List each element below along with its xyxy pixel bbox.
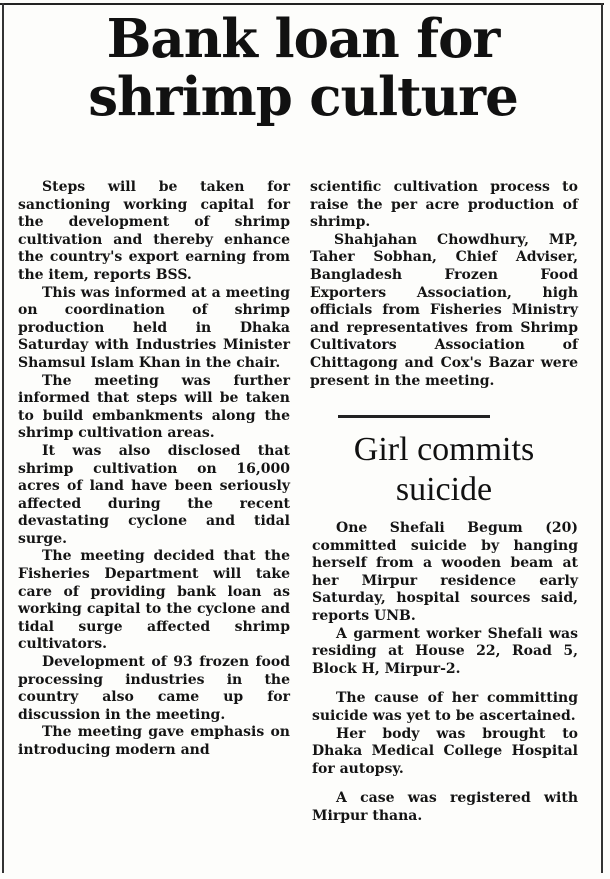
right-border-rule bbox=[601, 3, 603, 873]
article-paragraph: This was informed at a meeting on coordination of shrimp production held in Dhaka Saturday with Industries Minister Shamsul Islam Khan in the chair. bbox=[18, 284, 290, 371]
article-body-right-column bbox=[310, 179, 578, 390]
left-border-rule bbox=[2, 3, 4, 873]
article-divider-rule bbox=[338, 415, 490, 418]
article-paragraph: A garment worker Shefali was residing at House 22, Road 5, Block H, Mirpur-2. bbox=[312, 625, 578, 677]
article-paragraph: Her body was brought to Dhaka Medical College Hospital for autopsy. bbox=[312, 725, 578, 777]
main-headline: Bank loan for shrimp culture bbox=[88, 8, 518, 128]
top-border-rule bbox=[0, 3, 604, 5]
article-paragraph: Development of 93 frozen food processing industries in the country also came up for discussion in the meeting. bbox=[18, 654, 290, 723]
article-body-left-column bbox=[18, 179, 290, 760]
second-headline: Girl commits suicide bbox=[353, 431, 535, 508]
article-paragraph: The meeting decided that the Fisheries Department will take care of providing bank loan as working capital to the cyclone and tidal surge affected shrimp cultivators. bbox=[18, 548, 290, 653]
article-paragraph: A case was registered with Mirpur thana. bbox=[312, 790, 578, 824]
article-paragraph: It was also disclosed that shrimp cultivation on 16,000 acres of land have been seriously affected during the recent devastating cyclone and tidal surge. bbox=[18, 442, 290, 547]
article-paragraph: The meeting was further informed that steps will be taken to build embankments along the shrimp cultivation areas. bbox=[18, 372, 290, 442]
article-continuation-paragraph: scientific cultivation process to raise the per acre production of shrimp. bbox=[310, 179, 578, 231]
article-continuation-paragraph: Shahjahan Chowdhury, MP, Taher Sobhan, Chief Adviser, Bangladesh Frozen Food Exporters Association, high officials from Fisheries Ministry and representatives from Shrimp Cultivators Association of Chittagong and Cox's Bazar were present in the meeting. bbox=[310, 231, 578, 389]
article-paragraph: The cause of her committing suicide was yet to be ascertained. bbox=[312, 690, 578, 724]
article-paragraph: One Shefali Begum (20) committed suicide by hanging herself from a wooden beam at her Mirpur residence early Saturday, hospital sources said, reports UNB. bbox=[312, 520, 578, 624]
second-article-body bbox=[312, 520, 578, 826]
article-paragraph: The meeting gave emphasis on introducing modern and bbox=[18, 724, 290, 758]
article-paragraph: Steps will be taken for sanctioning working capital for the development of shrimp cultivation and thereby enhance the country's export earning from the item, reports BSS. bbox=[18, 179, 290, 283]
